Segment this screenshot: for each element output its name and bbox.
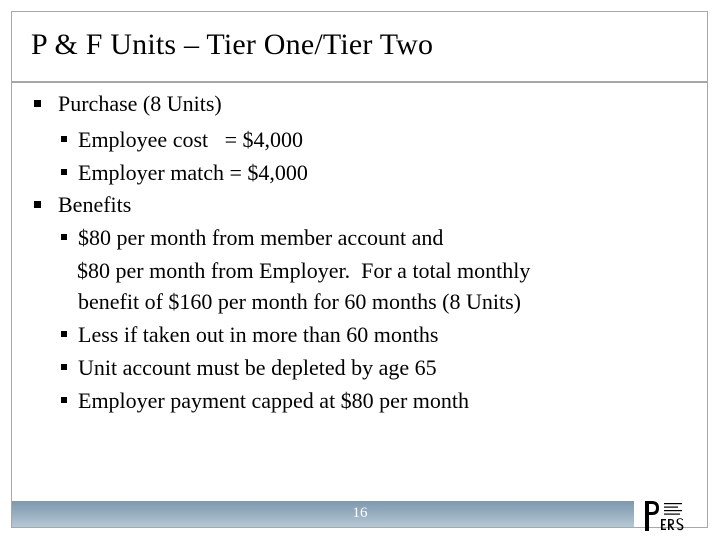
square-bullet-icon (34, 201, 41, 208)
logo-text: PERS (642, 499, 645, 500)
bullet-less-if-taken: Less if taken out in more than 60 months (78, 322, 439, 347)
square-bullet-icon (61, 136, 67, 142)
bullet-depleted-by-65: Unit account must be depleted by age 65 (78, 355, 437, 380)
bullet-employee-cost: Employee cost = $4,000 (78, 127, 304, 152)
square-bullet-icon (61, 397, 67, 403)
square-bullet-icon (61, 331, 67, 337)
square-bullet-icon (61, 234, 67, 240)
bullet-benefit-line-1: $80 per month from member account and (78, 225, 444, 250)
square-bullet-icon (61, 169, 67, 175)
bullet-benefits: Benefits (58, 192, 132, 217)
page-number: 16 (352, 505, 368, 521)
slide-title: P & F Units – Tier One/Tier Two (31, 28, 434, 61)
square-bullet-icon (34, 100, 41, 107)
bullet-employer-match: Employer match = $4,000 (78, 160, 308, 185)
square-bullet-icon (61, 364, 67, 370)
footer-bar (12, 501, 634, 527)
pers-logo (642, 499, 704, 533)
title-divider (12, 81, 707, 83)
bullet-benefit-line-3: benefit of $160 per month for 60 months (8 Units) (78, 289, 521, 314)
bullet-benefit-line-2: $80 per month from Employer. For a total monthly (77, 258, 531, 283)
bullet-purchase: Purchase (8 Units) (58, 91, 222, 116)
bullet-employer-capped: Employer payment capped at $80 per month (78, 388, 469, 413)
